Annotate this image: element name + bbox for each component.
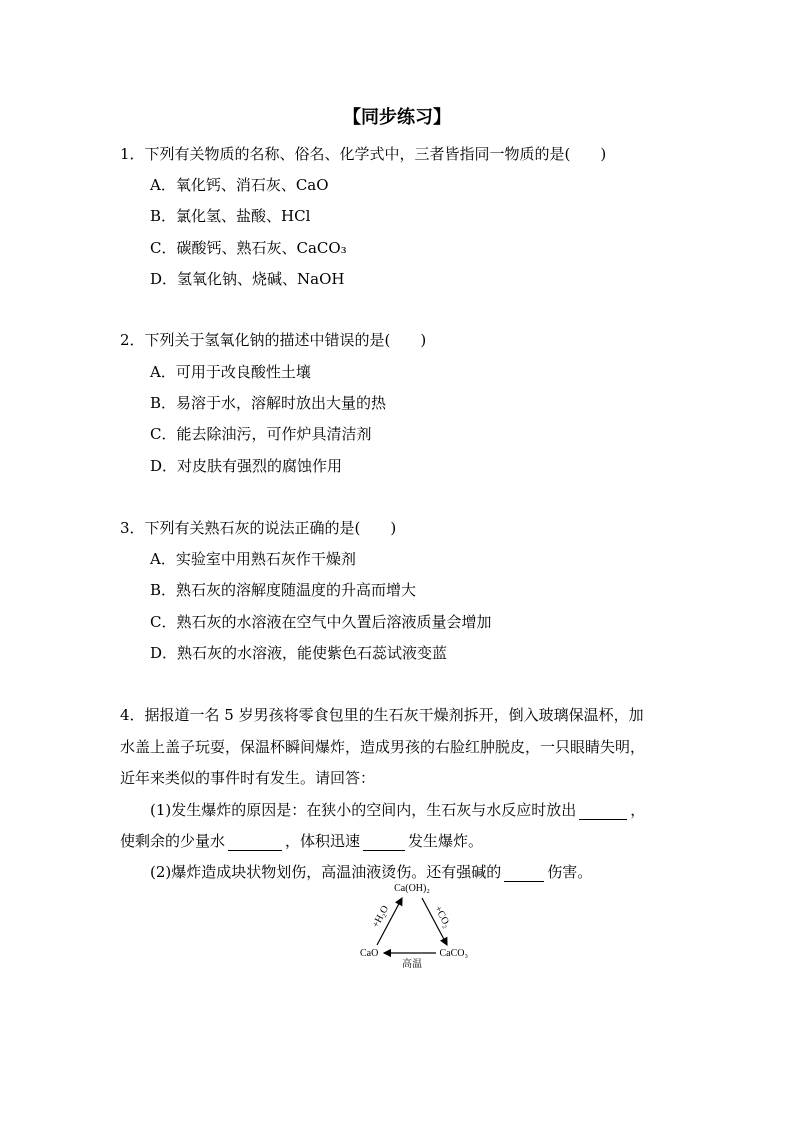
diagram-node-calcium-hydroxide: Ca(OH)₂ [394, 883, 430, 894]
answer-blank-1[interactable] [579, 803, 627, 820]
question-4-sub-2-text-b: 伤害。 [547, 863, 593, 881]
question-2-option-d: D．对皮肤有强烈的腐蚀作用 [150, 457, 343, 475]
question-2-option-c: C．能去除油污，可作炉具清洁剂 [150, 425, 372, 443]
question-3-option-d: D．熟石灰的水溶液，能使紫色石蕊试液变蓝 [150, 644, 448, 662]
diagram-node-calcium-oxide: CaO [360, 948, 379, 959]
question-4-sub-1-text-c: 使剩余的少量水 [120, 832, 226, 850]
diagram-label-add-co2: +CO₂ [431, 904, 453, 930]
answer-blank-2[interactable] [228, 834, 282, 851]
question-4-sub-1-line-2 [120, 831, 483, 851]
reaction-cycle-diagram [350, 880, 475, 970]
page-title: 【同步练习】 [343, 107, 451, 128]
question-2-option-b: B．易溶于水，溶解时放出大量的热 [150, 394, 387, 412]
question-4-line-2: 水盖上盖子玩耍，保温杯瞬间爆炸，造成男孩的右脸红肿脱皮，一只眼睛失明， [120, 738, 646, 756]
question-4-line-3: 近年来类似的事件时有发生。请回答： [120, 769, 376, 787]
question-3-option-a: A．实验室中用熟石灰作干燥剂 [150, 550, 356, 568]
question-4-sub-1-text-e: 发生爆炸。 [408, 832, 484, 850]
question-2-stem: 2．下列关于氢氧化钠的描述中错误的是( ) [120, 331, 427, 349]
question-4-sub-1-text-b: ， [630, 801, 646, 819]
question-4-sub-2 [150, 862, 592, 882]
question-1-option-b: B．氯化氢、盐酸、HCl [150, 207, 311, 225]
question-1-stem: 1．下列有关物质的名称、俗名、化学式中，三者皆指同一物质的是( ) [120, 145, 607, 163]
diagram-node-calcium-carbonate: CaCO₃ [439, 948, 468, 959]
question-4-sub-1-text-a: (1)发生爆炸的原因是：在狭小的空间内，生石灰与水反应时放出 [150, 801, 577, 819]
question-1-option-c: C．碳酸钙、熟石灰、CaCO₃ [150, 239, 347, 257]
question-3-option-b: B．熟石灰的溶解度随温度的升高而增大 [150, 581, 417, 599]
question-1-option-d: D．氢氧化钠、烧碱、NaOH [150, 270, 345, 288]
question-3-option-c: C．熟石灰的水溶液在空气中久置后溶液质量会增加 [150, 613, 492, 631]
answer-blank-3[interactable] [363, 834, 405, 851]
question-4-sub-1-line-1 [150, 800, 645, 820]
question-4-sub-1-text-d: ，体积迅速 [285, 832, 361, 850]
question-4-line-1: 4．据报道一名 5 岁男孩将零食包里的生石灰干燥剂拆开，倒入玻璃保温杯，加 [120, 706, 644, 724]
question-4-sub-2-text-a: (2)爆炸造成块状物划伤，高温油液烫伤。还有强碱的 [150, 863, 502, 881]
question-1-option-a: A．氧化钙、消石灰、CaO [150, 176, 329, 194]
answer-blank-4[interactable] [504, 865, 544, 882]
diagram-label-high-temperature: 高温 [402, 959, 422, 970]
diagram-label-add-water: +H₂O [370, 903, 392, 930]
question-2-option-a: A．可用于改良酸性土壤 [150, 363, 311, 381]
question-3-stem: 3．下列有关熟石灰的说法正确的是( ) [120, 519, 397, 537]
